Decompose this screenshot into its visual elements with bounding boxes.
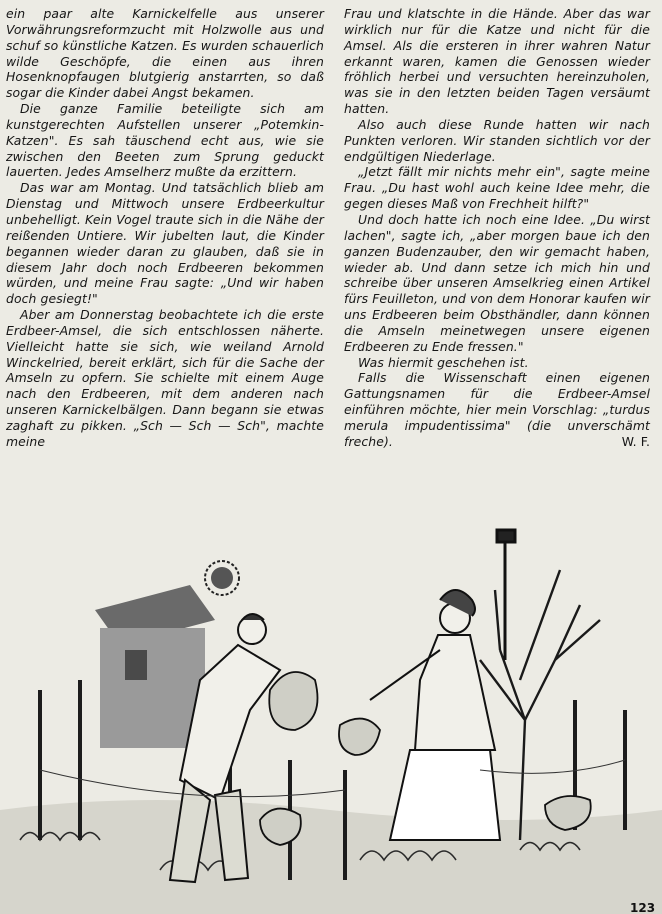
woman-figure: [370, 590, 500, 840]
garden-scene-illustration: [0, 510, 662, 914]
paragraph: Also auch diese Runde hatten wir nach Punkten verloren. Wir standen sichtlich vor der endgültigen Niederlage.: [344, 116, 650, 164]
author-signature: W. F.: [621, 433, 650, 449]
paragraph: Falls die Wissenschaft einen eigenen Gattungsnamen für die Erdbeer-Amsel einführen möchte, hier mein Vorschlag: „turdus merula impudentissima" (die unverschämt freche).: [344, 370, 650, 449]
paragraph: Die ganze Familie beteiligte sich am kunstgerechten Aufstellen unserer „Potemkin-Katzen". Es sah täuschend echt aus, wie sie zwischen den Beeten zum Sprung geduckt lauerten. Jedes Amselherz mußte da erzittern.: [6, 101, 324, 180]
paragraph: ein paar alte Karnickelfelle aus unserer Vorwährungsreformzucht mit Holzwolle aus und schuf so künstliche Katzen. Es wurden schauerlich wilde Geschöpfe, die einen aus ihren Hosenknopfaugen blutgierig anstarrten, so daß sogar die Kinder dabei Angst bekamen.: [6, 6, 324, 101]
paragraph: Und doch hatte ich noch eine Idee. „Du wirst lachen", sagte ich, „aber morgen baue ich den ganzen Budenzauber, den wir gemacht haben, wieder ab. Und dann setze ich mich hin und schreibe über unseren Amselkrieg einen Artikel fürs Feuilleton, und von dem Honorar kaufen wir uns Erdbeeren beim Obsthändler, dann können die Amseln meinetwegen unsere eigenen Erdbeeren zu Ende fressen.": [344, 211, 650, 354]
closing-row: [344, 370, 650, 449]
paragraph: Das war am Montag. Und tatsächlich blieb am Dienstag und Mittwoch unsere Erdbeerkultur unbehelligt. Kein Vogel traute sich in die Nähe der reißenden Untiere. Wir jubelten laut, die Kinder begannen wieder daran zu glauben, daß sie in diesem Jahr doch noch Erdbeeren bekommen würden, und meine Frau sagte: „Und wir haben doch gesiegt!": [6, 180, 324, 307]
page-number: 123: [630, 901, 656, 914]
sun-icon: [205, 561, 239, 595]
paragraph: Was hiermit geschehen ist.: [358, 354, 529, 370]
article-left-column: [6, 6, 324, 450]
paragraph: Frau und klatschte in die Hände. Aber das war wirklich nur für die Katze und nicht für die Amsel. Als die ersteren in ihrer wahren Natur erkannt waren, kamen die Genossen wieder fröhlich herbei und versuchten hereinzuholen, was sie in den letzten beiden Tagen versäumt hatten.: [344, 6, 650, 117]
paragraph: „Jetzt fällt mir nichts mehr ein", sagte meine Frau. „Du hast wohl auch keine Idee mehr, die gegen dieses Maß von Frechheit hilft?": [344, 164, 650, 212]
article-right-column: [344, 6, 650, 449]
paragraph: Aber am Donnerstag beobachtete ich die erste Erdbeer-Amsel, die sich entschlossen näherte. Vielleicht hatte sie sich, wie weiland Arnold Winckelried, bereit erklärt, sich für die Sache der Amseln zu opfern. Sie schielte mit einem Auge nach den Erdbeeren, mit dem anderen nach unseren Karnickelbälgen. Dann begann sie etwas zaghaft zu pikken. „Sch — Sch — Sch", machte meine: [6, 307, 324, 449]
